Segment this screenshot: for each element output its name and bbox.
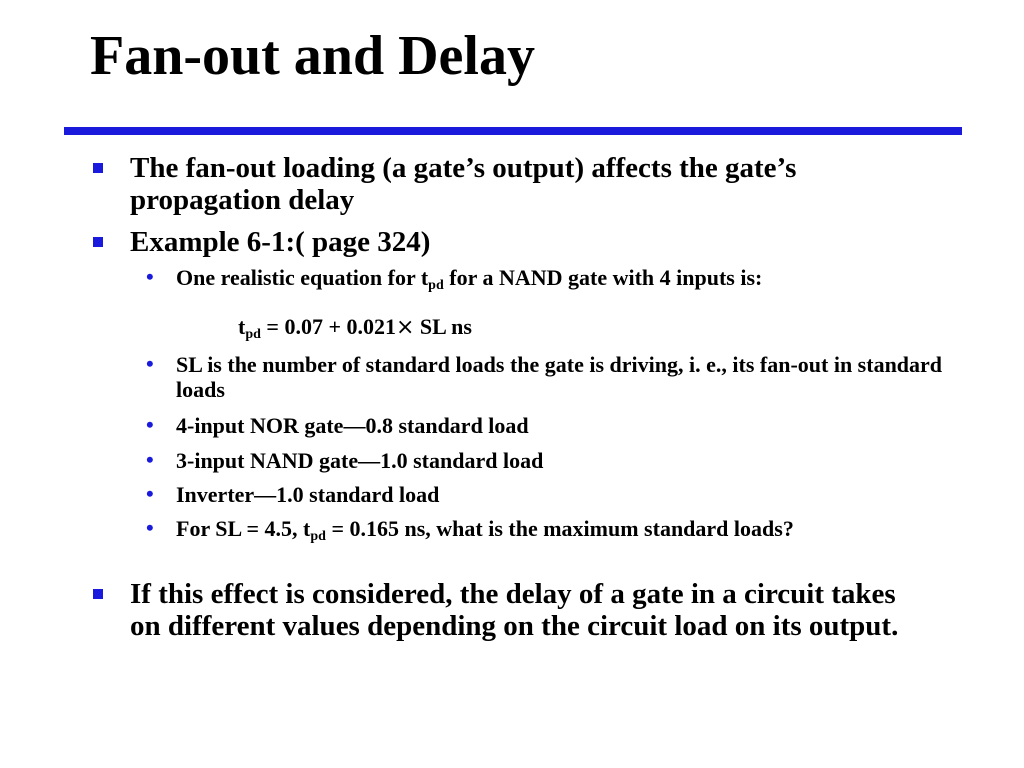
sub-bullet-text: SL is the number of standard loads the gate is driving, i. e., its fan-out in standard loads — [176, 352, 943, 402]
sub-bullet-nand — [146, 447, 946, 473]
bullet-effect-considered — [130, 578, 930, 642]
round-bullet-icon: • — [146, 447, 154, 472]
subscript: pd — [310, 529, 326, 544]
text-segment: For SL = 4.5, t — [176, 516, 311, 541]
title-divider — [64, 127, 962, 135]
text-segment: = 0.07 + 0.021 — [260, 314, 396, 339]
sub-bullet-inverter — [146, 481, 946, 507]
text-segment: for a NAND gate with 4 inputs is: — [443, 265, 763, 290]
square-bullet-icon — [93, 163, 103, 173]
times-icon: × — [395, 315, 415, 340]
slide-title: Fan-out and Delay — [90, 25, 535, 87]
text-segment: One realistic equation for t — [176, 265, 429, 290]
delay-equation — [238, 314, 738, 340]
subscript: pd — [428, 278, 444, 293]
round-bullet-icon: • — [146, 515, 154, 540]
round-bullet-icon: • — [146, 264, 154, 289]
round-bullet-icon: • — [146, 351, 154, 376]
sub-bullet-text: 4-input NOR gate—0.8 standard load — [176, 413, 529, 438]
text-segment: t — [238, 314, 246, 339]
sub-bullet-equation-intro — [146, 264, 946, 293]
sub-bullet-text: 3-input NAND gate—1.0 standard load — [176, 448, 544, 473]
bullet-text: If this effect is considered, the delay of a gate in a circuit takes on different values depending on the circuit load on its output. — [130, 578, 899, 642]
sub-bullet-nor — [146, 412, 946, 438]
round-bullet-icon: • — [146, 412, 154, 437]
text-segment: SL ns — [414, 314, 472, 339]
bullet-example — [130, 226, 930, 258]
bullet-fanout-loading — [130, 152, 930, 216]
sub-bullet-sl-definition — [146, 351, 946, 402]
bullet-text: Example 6-1:( page 324) — [130, 226, 431, 258]
round-bullet-icon: • — [146, 481, 154, 506]
square-bullet-icon — [93, 237, 103, 247]
text-segment: = 0.165 ns, what is the maximum standard loads? — [325, 516, 794, 541]
sub-bullet-text: Inverter—1.0 standard load — [176, 482, 440, 507]
sub-bullet-text — [176, 265, 763, 293]
subscript: pd — [245, 327, 261, 342]
sub-bullet-text — [176, 516, 794, 544]
square-bullet-icon — [93, 589, 103, 599]
bullet-text: The fan-out loading (a gate’s output) affects the gate’s propagation delay — [130, 152, 797, 216]
sub-bullet-question — [146, 515, 946, 544]
